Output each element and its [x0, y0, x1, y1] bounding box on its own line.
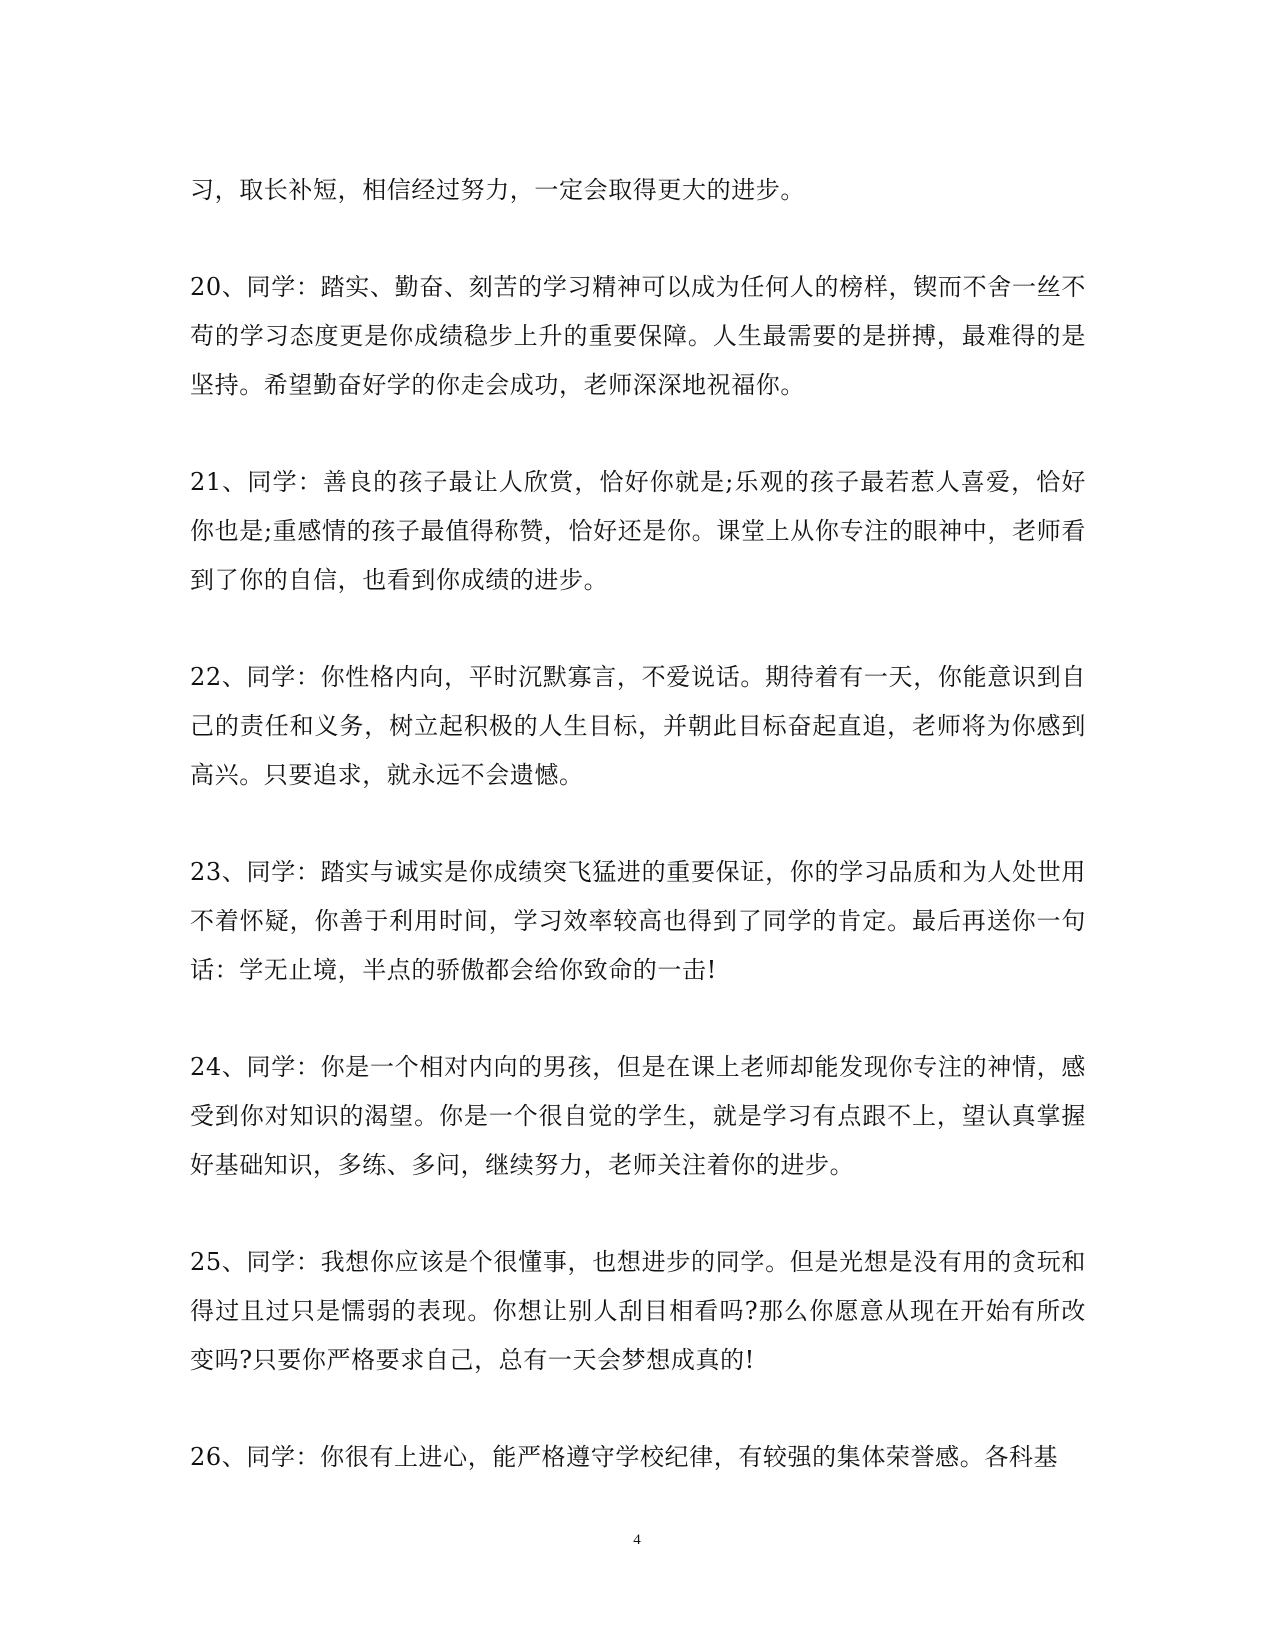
- paragraph-comment-24: 24、同学：你是一个相对内向的男孩，但是在课上老师却能发现你专注的神情，感受到你对知识的渴望。你是一个很自觉的学生，就是学习有点跟不上，望认真掌握好基础知识，多练、多问，继续努力，老师关注着你的进步。: [190, 1053, 1086, 1179]
- document-body: [190, 166, 1086, 1530]
- paragraph-comment-22: 22、同学：你性格内向，平时沉默寡言，不爱说话。期待着有一天，你能意识到自己的责任和义务，树立起积极的人生目标，并朝此目标奋起直追，老师将为你感到高兴。只要追求，就永远不会遗憾。: [190, 663, 1086, 789]
- paragraph-comment-21: 21、同学：善良的孩子最让人欣赏，恰好你就是;乐观的孩子最若惹人喜爱，恰好你也是;重感情的孩子最值得称赞，恰好还是你。课堂上从你专注的眼神中，老师看到了你的自信，也看到你成绩的进步。: [190, 468, 1086, 594]
- paragraph-comment-25: 25、同学：我想你应该是个很懂事，也想进步的同学。但是光想是没有用的贪玩和得过且过只是懦弱的表现。你想让别人刮目相看吗?那么你愿意从现在开始有所改变吗?只要你严格要求自己，总有一天会梦想成真的!: [190, 1248, 1086, 1374]
- paragraph-comment-23: 23、同学：踏实与诚实是你成绩突飞猛进的重要保证，你的学习品质和为人处世用不着怀疑，你善于利用时间，学习效率较高也得到了同学的肯定。最后再送你一句话：学无止境，半点的骄傲都会给你致命的一击!: [190, 858, 1086, 984]
- paragraph-comment-26: 26、同学：你很有上进心，能严格遵守学校纪律，有较强的集体荣誉感。各科基: [190, 1443, 1059, 1471]
- paragraph-comment-20: 20、同学：踏实、勤奋、刻苦的学习精神可以成为任何人的榜样，锲而不舍一丝不苟的学习态度更是你成绩稳步上升的重要保障。人生最需要的是拼搏，最难得的是坚持。希望勤奋好学的你走会成功，老师深深地祝福你。: [190, 273, 1086, 399]
- page-number: 4: [633, 1532, 641, 1548]
- paragraph-continuation: 习，取长补短，相信经过努力，一定会取得更大的进步。: [190, 176, 805, 204]
